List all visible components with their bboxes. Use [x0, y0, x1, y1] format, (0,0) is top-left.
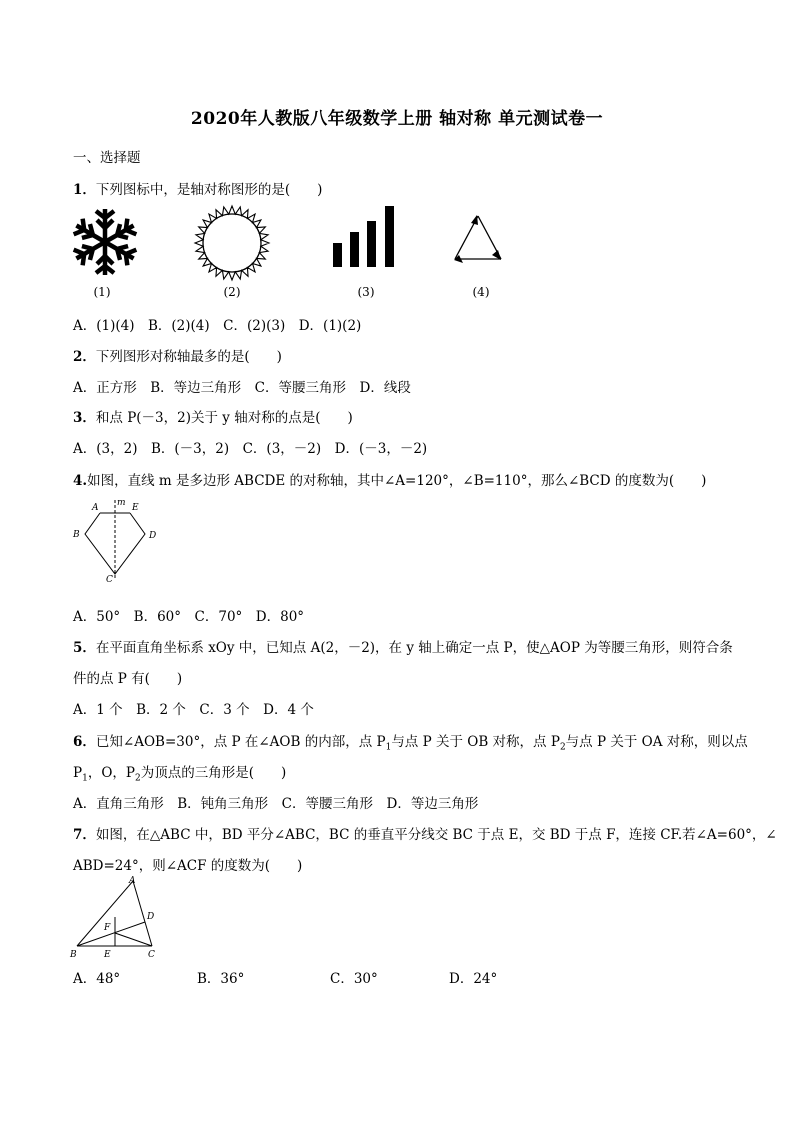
question-1	[73, 178, 322, 198]
vertex-label-a: A	[129, 876, 136, 886]
point-label-d: D	[147, 912, 155, 922]
question-number: 1．	[73, 182, 96, 198]
question-text: 如图，直线 m 是多边形 ABCDE 的对称轴，其中∠A=120°，∠B=110°，那么∠BCD 的度数为( )	[87, 473, 707, 489]
section-heading: 一、选择题	[73, 150, 141, 166]
question-number: 4.	[73, 473, 88, 489]
vertex-label-d: D	[149, 531, 157, 541]
option-b: B．36°	[197, 971, 245, 987]
figure-caption: (2)	[223, 285, 241, 299]
figure-caption: (3)	[357, 285, 375, 299]
question-number: 7．	[73, 827, 96, 843]
vertex-label-e: E	[132, 503, 139, 513]
question-options: A．正方形 B．等边三角形 C．等腰三角形 D．线段	[73, 380, 411, 396]
pentagon-figure	[68, 496, 168, 588]
question-options: A．1 个 B．2 个 C．3 个 D．4 个	[73, 702, 314, 718]
snowflake-icon	[72, 207, 138, 277]
vertex-label-b: B	[70, 950, 77, 960]
point-label-e: E	[104, 950, 111, 960]
question-text: 在平面直角坐标系 xOy 中，已知点 A(2，－2)，在 y 轴上确定一点 P，使△AOP 为等腰三角形，则符合条	[95, 640, 733, 656]
sun-icon	[193, 204, 271, 282]
question-options: A．50° B．60° C．70° D．80°	[73, 609, 305, 625]
option-d: D．24°	[449, 971, 498, 987]
question-text: 下列图形对称轴最多的是( )	[95, 349, 282, 365]
question-7-continued: ABD=24°，则∠ACF 的度数为( )	[73, 858, 303, 874]
question-7	[73, 823, 777, 843]
page-title: 2020年人教版八年级数学上册 轴对称 单元测试卷一	[190, 109, 604, 129]
question-number: 3．	[73, 410, 96, 426]
line-label-m: m	[117, 498, 126, 508]
point-label-f: F	[104, 923, 111, 933]
recycle-triangle-icon	[452, 214, 504, 264]
question-number: 2．	[73, 349, 96, 365]
question-number: 5．	[73, 640, 96, 656]
option-a: A．48°	[73, 971, 121, 987]
signal-bars-icon	[333, 206, 397, 268]
question-options: A．(1)(4) B．(2)(4) C．(2)(3) D．(1)(2)	[73, 318, 362, 334]
question-options: A．(3，2) B．(－3，2) C．(3，－2) D．(－3，－2)	[73, 441, 428, 457]
question-options: A．直角三角形 B．钝角三角形 C．等腰三角形 D．等边三角形	[73, 796, 479, 812]
question-text: 和点 P(－3，2)关于 y 轴对称的点是( )	[95, 410, 353, 426]
question-5-continued: 件的点 P 有( )	[73, 671, 183, 687]
question-text: 下列图标中，是轴对称图形的是( )	[95, 182, 323, 198]
question-6: 6．已知∠AOB=30°，点 P 在∠AOB 的内部，点 $P_1$与点 P 关于 OB 对称，点 $P_2$与点 P 关于 OA 对称，则以点	[73, 734, 748, 753]
question-text: 如图，在△ABC 中，BD 平分∠ABC，BC 的垂直平分线交 BC 于点 E，交 BD 于点 F，连接 CF.若∠A=60°，∠	[95, 827, 777, 843]
option-c: C．30°	[330, 971, 378, 987]
vertex-label-a: A	[92, 503, 99, 513]
vertex-label-b: B	[73, 530, 80, 540]
question-number: 6．	[73, 734, 96, 750]
question-6-continued: $P_1$，O，$P_2$为顶点的三角形是( )	[73, 765, 287, 784]
figure-caption: (4)	[472, 285, 490, 299]
figure-caption: (1)	[93, 285, 111, 299]
vertex-label-c: C	[148, 950, 155, 960]
question-3	[73, 406, 353, 426]
question-2	[73, 345, 282, 365]
triangle-abc-figure	[66, 873, 166, 961]
question-4	[73, 469, 706, 489]
question-5	[73, 636, 733, 656]
vertex-label-c: C	[106, 575, 113, 585]
